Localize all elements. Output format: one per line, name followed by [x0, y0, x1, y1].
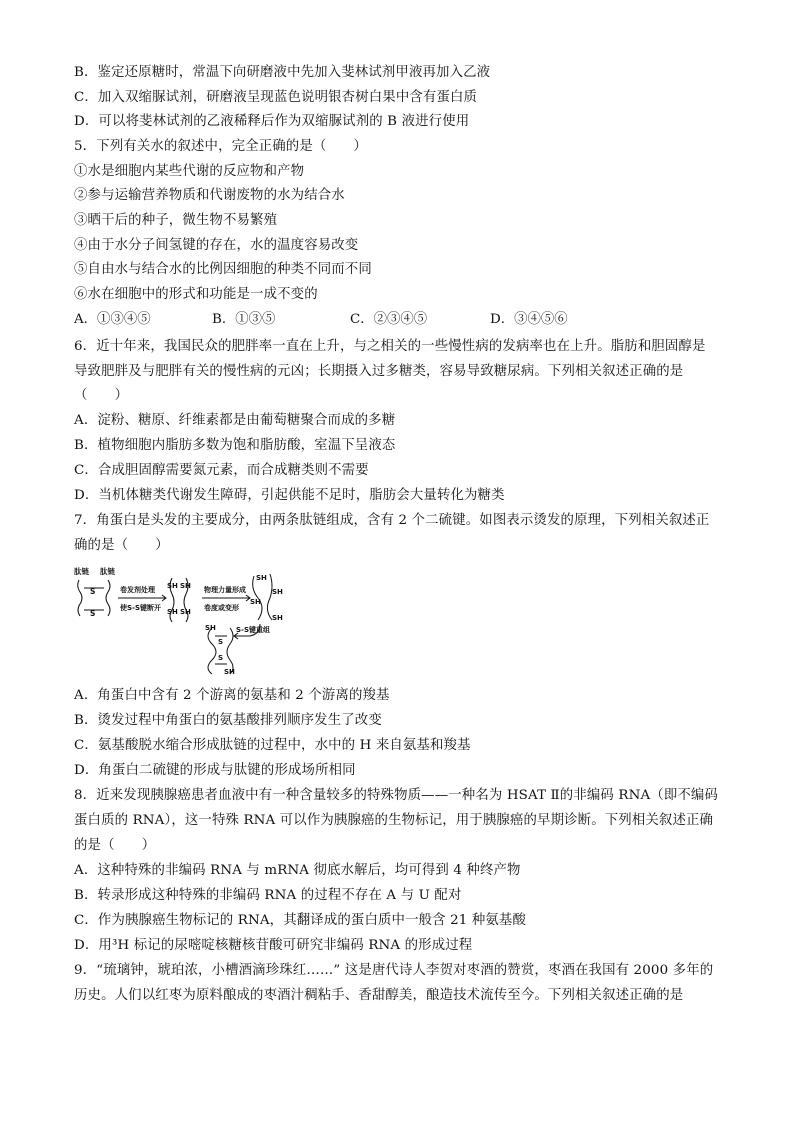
- q5-item-2: ②参与运输营养物质和代谢废物的水为结合水: [74, 188, 345, 203]
- figure-step2-bottom: 卷度或变形: [204, 604, 239, 612]
- figure-step1-top: 卷发剂处理: [120, 586, 155, 594]
- q8-stem-line-2: 蛋白质的 RNA），这一特殊 RNA 可以作为胰腺癌的生物标记，用于胰腺癌的早期诊断。下列相关叙述正确: [74, 813, 714, 828]
- q6-stem-line-2: 导致肥胖及与肥胖有关的慢性病的元凶；长期摄入过多糖类，容易导致糖尿病。下列相关叙述正确的是: [74, 364, 684, 379]
- q4-option-d: D．可以将斐林试剂的乙液稀释后作为双缩脲试剂的 B 液进行使用: [74, 114, 470, 129]
- q7-option-c: C．氨基酸脱水缩合形成肽链的过程中，水中的 H 来自氨基和羧基: [74, 738, 471, 753]
- figure-sh-label: SH: [272, 614, 283, 622]
- q8-option-b: B．转录形成这种特殊的非编码 RNA 的过程不存在 A 与 U 配对: [74, 888, 462, 903]
- q5-option-c: C．②③④⑤: [350, 312, 428, 327]
- q5-option-a: A．①③④⑤: [74, 312, 151, 327]
- q9-stem-line-1: 9．“琉璃钟，琥珀浓，小槽酒滴珍珠红……” 这是唐代诗人李贺对枣酒的赞赏，枣酒在我国有 2000 多年的: [74, 963, 714, 978]
- q8-option-d: D．用³H 标记的尿嘧啶核糖核苷酸可研究非编码 RNA 的形成过程: [74, 938, 473, 953]
- figure-sh-label: SH: [167, 608, 178, 616]
- figure-chain-label-1: 肽链: [74, 567, 89, 576]
- q6-option-b: B．植物细胞内脂肪多数为饱和脂肪酸，室温下呈液态: [74, 438, 396, 453]
- q8-stem-line-3: 的是（ ）: [74, 838, 156, 853]
- figure-step3-label: S-S键重组: [236, 626, 270, 634]
- q6-stem-line-3: （ ）: [74, 388, 129, 403]
- figure-s-label: S: [90, 609, 96, 618]
- figure-sh-label: SH: [205, 624, 216, 632]
- figure-sh-label: SH: [180, 582, 191, 590]
- q9-stem-line-2: 历史。人们以红枣为原料酿成的枣酒汁稠粘手、香甜醇美，酿造技术流传至今。下列相关叙述正确的是: [74, 988, 684, 1003]
- q5-item-1: ①水是细胞内某些代谢的反应物和产物: [74, 164, 305, 179]
- q5-option-d: D．③④⑤⑥: [490, 312, 568, 327]
- figure-s-label: S: [90, 587, 96, 596]
- q5-item-4: ④由于水分子间氢键的存在，水的温度容易改变: [74, 238, 359, 253]
- q4-option-b: B．鉴定还原糖时，常温下向研磨液中先加入斐林试剂甲液再加入乙液: [74, 65, 491, 80]
- figure-sh-label: SH: [250, 598, 261, 606]
- figure-chain-label-2: 肽链: [100, 567, 115, 576]
- q5-option-b: B．①③⑤: [212, 312, 276, 327]
- q5-item-6: ⑥水在细胞中的形式和功能是一成不变的: [74, 287, 318, 302]
- figure-step2-top: 物理力量形成: [204, 586, 246, 594]
- figure-sh-label: SH: [180, 608, 191, 616]
- q5-item-3: ③晒干后的种子，微生物不易繁殖: [74, 213, 278, 228]
- q4-option-c: C．加入双缩脲试剂，研磨液呈现蓝色说明银杏树白果中含有蛋白质: [74, 90, 478, 105]
- figure-sh-label: SH: [272, 588, 283, 596]
- q5-item-5: ⑤自由水与结合水的比例因细胞的种类不同而不同: [74, 262, 372, 277]
- figure-s-label: S: [218, 654, 224, 662]
- q6-option-a: A．淀粉、糖原、纤维素都是由葡萄糖聚合而成的多糖: [74, 413, 396, 428]
- q7-stem-line-1: 7．角蛋白是头发的主要成分，由两条肽链组成，含有 2 个二硫键。如图表示烫发的原理，下列相关叙述正: [74, 513, 710, 528]
- q6-option-d: D．当机体糖类代谢发生障碍，引起供能不足时，脂肪会大量转化为糖类: [74, 488, 505, 503]
- figure-sh-label: SH: [256, 574, 267, 582]
- q6-option-c: C．合成胆固醇需要氮元素，而合成糖类则不需要: [74, 463, 369, 478]
- figure-s-label: S: [218, 638, 224, 646]
- q6-stem-line-1: 6．近十年来，我国民众的肥胖率一直在上升，与之相关的一些慢性病的发病率也在上升。脂肪和胆固醇是: [74, 339, 706, 354]
- q7-option-d: D．角蛋白二硫键的形成与肽键的形成场所相同: [74, 763, 356, 778]
- figure-sh-label: SH: [167, 582, 178, 590]
- q8-option-a: A．这种特殊的非编码 RNA 与 mRNA 彻底水解后，均可得到 4 种终产物: [74, 863, 521, 878]
- q5-stem: 5．下列有关水的叙述中，完全正确的是（ ）: [74, 139, 368, 154]
- figure-step1-bottom: 使S-S键断开: [120, 604, 161, 612]
- q7-stem-line-2: 确的是（ ）: [74, 538, 169, 553]
- q8-option-c: C．作为胰腺癌生物标记的 RNA，其翻译成的蛋白质中一般含 21 种氨基酸: [74, 913, 527, 928]
- q7-option-b: B．烫发过程中角蛋白的氨基酸排列顺序发生了改变: [74, 713, 382, 728]
- perm-principle-figure: [74, 564, 294, 676]
- figure-sh-label: SH: [224, 668, 235, 676]
- q7-option-a: A．角蛋白中含有 2 个游离的氨基和 2 个游离的羧基: [74, 688, 390, 703]
- q8-stem-line-1: 8．近来发现胰腺癌患者血液中有一种含量较多的特殊物质——一种名为 HSAT Ⅱ的非编码 RNA（即不编码: [74, 788, 719, 803]
